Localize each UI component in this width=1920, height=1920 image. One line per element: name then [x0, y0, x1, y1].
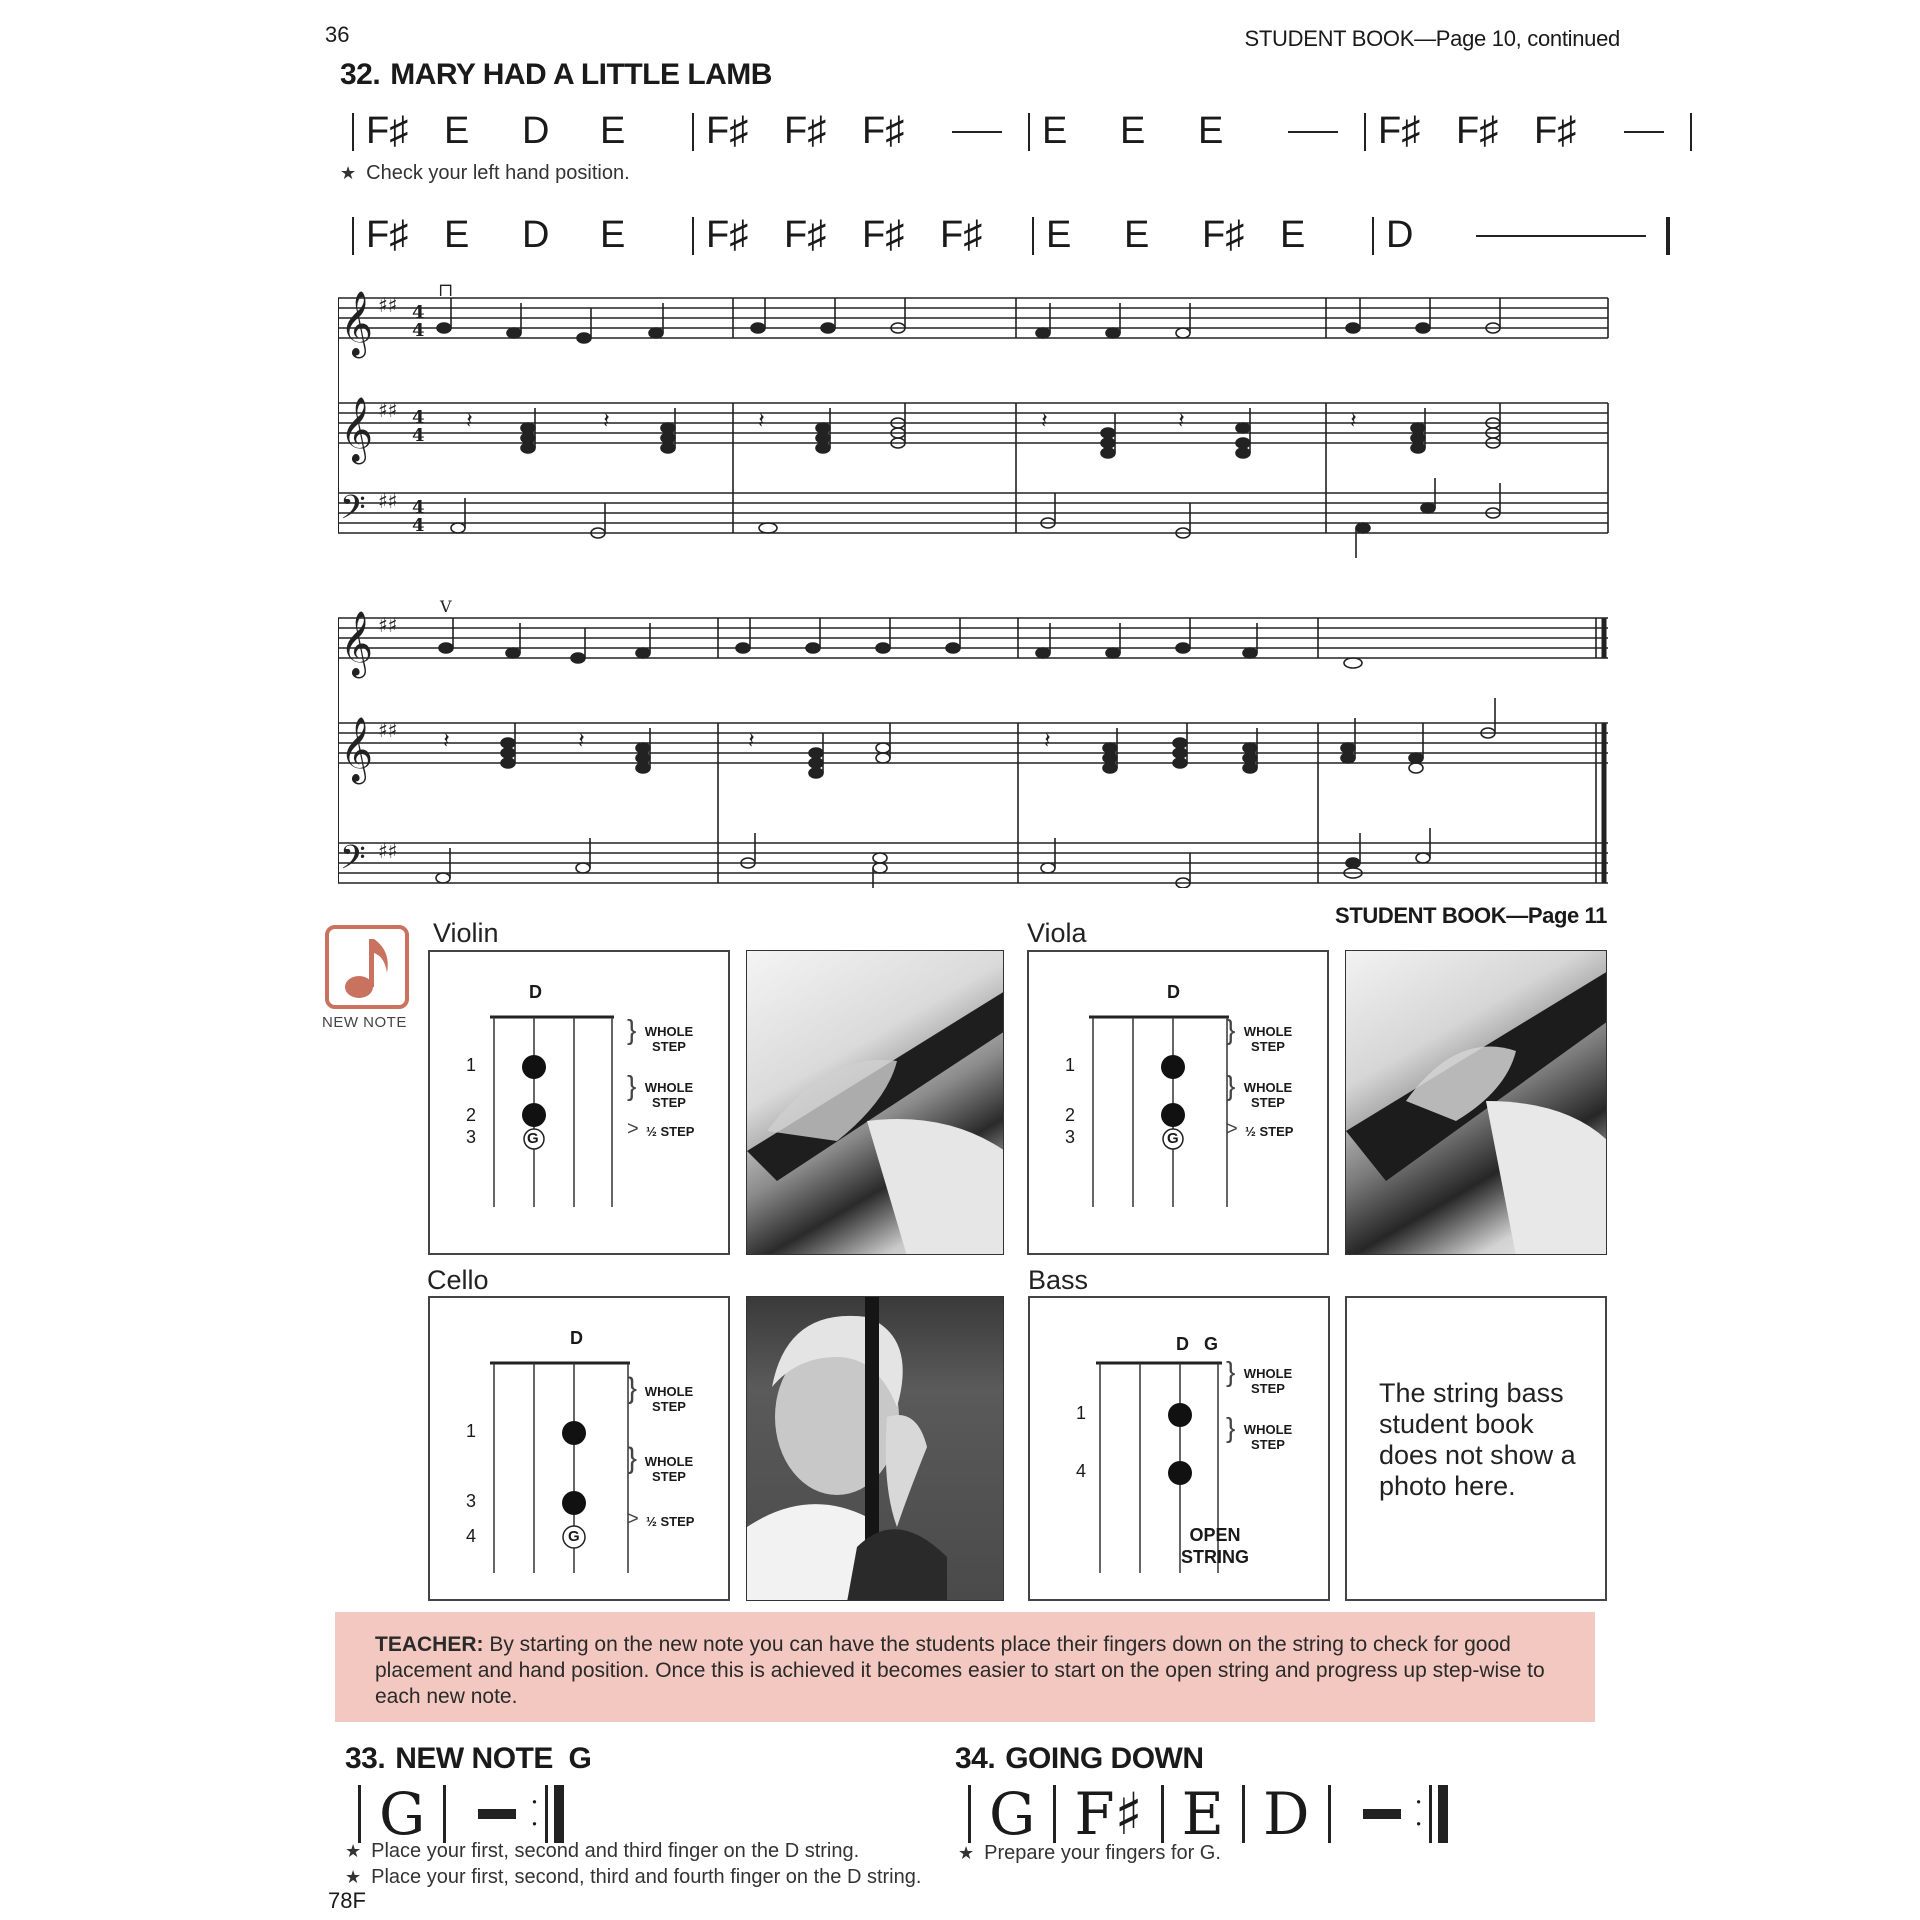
finger-number: 4 [1076, 1461, 1087, 1481]
barline [692, 113, 694, 151]
note-name: F♯ [1202, 214, 1245, 256]
teacher-note [335, 1612, 1595, 1722]
barline [443, 1785, 446, 1843]
ex34-tip [958, 1842, 1221, 1865]
cello-photo-illustration [747, 1297, 1004, 1601]
step-label: WHOLE STEP [1243, 1422, 1293, 1452]
piano-bass-notes [451, 478, 1500, 558]
score-system-2 [338, 598, 1613, 888]
cello-student-photo [746, 1296, 1004, 1601]
note-name: F♯ [366, 214, 409, 256]
note-name: E [1280, 214, 1306, 256]
finger-number: 3 [466, 1491, 477, 1511]
step-label: WHOLE STEP [644, 1454, 694, 1484]
ex32-note-line-2 [338, 214, 1670, 257]
instrument-label-viola: Viola [1027, 918, 1087, 948]
svg-text:𝄽: 𝄽 [1044, 728, 1051, 753]
instrument-label-violin: Violin [433, 918, 499, 948]
time-signature: 4 [412, 497, 425, 518]
star-icon: ★ [345, 1867, 362, 1887]
barline [1372, 217, 1374, 255]
treble-clef: 𝄞 [340, 291, 374, 356]
fingerboard [490, 1007, 620, 1207]
piano-bass-notes [436, 828, 1430, 888]
note-name: F♯ [784, 214, 827, 256]
big-note-name: G [379, 1780, 426, 1848]
svg-text:𝄞: 𝄞 [340, 611, 374, 676]
note-name: E [1042, 110, 1068, 152]
finger-number: 1 [466, 1421, 477, 1441]
tip-text: Place your first, second, third and fourth finger on the D string. [371, 1866, 922, 1888]
repeat-sign-icon: · · [1415, 1785, 1448, 1843]
star-icon: ★ [345, 1841, 362, 1861]
note-name: F♯ [862, 214, 905, 256]
teacher-text: By starting on the new note you can have the students place their fingers down on the string to check for good placement and hand position. Once this is achieved it becomes easier to start on the open string and progress up step-wise to each new note. [375, 1633, 1545, 1708]
treble-clef: 𝄞 [340, 397, 374, 462]
finger-number: 3 [466, 1127, 477, 1147]
instrument-label-cello: Cello [427, 1265, 489, 1295]
barline [1690, 113, 1692, 151]
footer-page-code: 78F [328, 1888, 366, 1913]
music-system-2 [338, 598, 1613, 888]
violin-photo-illustration [747, 951, 1004, 1255]
note-name: F♯ [1456, 110, 1499, 152]
ex33-tip-1 [345, 1840, 859, 1863]
barline [1242, 1785, 1245, 1843]
ex33-notes [340, 1780, 564, 1848]
note-name: D [1386, 214, 1414, 256]
ex32-note-line-1 [338, 110, 1704, 153]
viola-photo-illustration [1346, 951, 1607, 1255]
string-label: D [529, 982, 542, 1002]
hold-dash [1476, 235, 1646, 237]
barline [352, 217, 354, 255]
barline [1328, 1785, 1331, 1843]
note-name: F♯ [706, 110, 749, 152]
bass-fingerboard-diagram: D G 1 4 } WHOLE STEP } WHOLE STEP OPEN STRING [1028, 1296, 1330, 1601]
svg-text:𝄢: 𝄢 [340, 839, 366, 885]
note-name: E [1124, 214, 1150, 256]
ex32-tip [340, 162, 630, 185]
piano-chords [466, 403, 1500, 458]
star-icon: ★ [340, 163, 357, 183]
svg-text:𝄞: 𝄞 [340, 717, 374, 782]
key-signature: ♯♯ [378, 398, 398, 422]
exercise-name: MARY HAD A LITTLE LAMB [390, 58, 772, 91]
finger-number: 1 [466, 1055, 477, 1075]
time-signature: 4 [412, 407, 425, 428]
melody-notes [439, 618, 1362, 668]
big-note-name: D [1263, 1780, 1310, 1848]
ex34-notes [950, 1780, 1448, 1848]
string-label: D [1167, 982, 1180, 1002]
note-name: F♯ [1378, 110, 1421, 152]
svg-text:𝄽: 𝄽 [748, 728, 755, 753]
fingerboard [1089, 1007, 1239, 1207]
note-name: E [444, 214, 470, 256]
music-system-1 [338, 278, 1613, 568]
finger-number: 1 [1065, 1055, 1076, 1075]
exercise-name: NEW NOTE G [395, 1742, 592, 1775]
step-label: WHOLE STEP [1243, 1366, 1293, 1396]
exercise-32-title [340, 58, 772, 92]
piano-chords [443, 698, 1495, 778]
instrument-label-bass: Bass [1028, 1265, 1089, 1295]
section-heading: STUDENT BOOK—Page 11 [1335, 903, 1607, 928]
note-name: E [1198, 110, 1224, 152]
key-signature: ♯♯ [378, 489, 398, 513]
svg-text:𝄽: 𝄽 [443, 728, 450, 753]
viola-fingerboard-diagram: D G 1 2 3 } WHOLE STEP } WHOLE STEP > ½ STEP [1027, 950, 1329, 1255]
piano-bass-staff [338, 843, 1608, 883]
running-head: STUDENT BOOK—Page 10, continued [1244, 26, 1620, 51]
note-name: F♯ [706, 214, 749, 256]
finger-number: 3 [1065, 1127, 1076, 1147]
eighth-note-icon [329, 929, 405, 1005]
tip-text: Check your left hand position. [366, 162, 630, 184]
svg-text:𝄽: 𝄽 [1041, 408, 1048, 433]
finger-number: 2 [466, 1105, 477, 1125]
svg-text:𝄽: 𝄽 [578, 728, 585, 753]
hold-dash [1288, 131, 1338, 133]
svg-text:4: 4 [412, 425, 425, 446]
step-label: WHOLE STEP [1243, 1024, 1293, 1054]
note-name: F♯ [862, 110, 905, 152]
string-label: G [1204, 1334, 1219, 1354]
barline [1028, 113, 1030, 151]
hold-dash [1624, 131, 1664, 133]
new-note-caption: NEW NOTE [322, 1014, 407, 1031]
hold-dash [952, 131, 1002, 133]
exercise-number: 33. [345, 1742, 386, 1775]
violin-hand-photo [746, 950, 1004, 1255]
page-number: 36 [325, 22, 350, 47]
note-name: F♯ [940, 214, 983, 256]
finger-number: 1 [1076, 1403, 1087, 1423]
step-label: WHOLE STEP [644, 1384, 694, 1414]
finger-number: 4 [466, 1526, 477, 1546]
big-note-name: G [989, 1780, 1036, 1848]
whole-rest-icon [478, 1809, 516, 1819]
fingerboard [490, 1353, 640, 1573]
note-name: F♯ [366, 110, 409, 152]
step-label: WHOLE STEP [1243, 1080, 1293, 1110]
ex33-tip-2 [345, 1866, 921, 1889]
violin-staff [338, 618, 1608, 658]
up-bow-mark: V [440, 598, 452, 616]
star-icon: ★ [958, 1843, 975, 1863]
big-note-name: F♯ [1074, 1780, 1143, 1848]
note-name: E [1046, 214, 1072, 256]
note-name: D [522, 110, 550, 152]
note-name: E [600, 214, 626, 256]
step-label: ½ STEP [1245, 1124, 1294, 1139]
open-circle-note: G [527, 1130, 539, 1147]
barline [1161, 1785, 1164, 1843]
barline [1364, 113, 1366, 151]
final-barline [1666, 217, 1670, 255]
step-label: WHOLE STEP [644, 1024, 694, 1054]
svg-text:♯♯: ♯♯ [378, 718, 398, 742]
open-string-label: OPEN STRING [1180, 1525, 1249, 1567]
cello-fingerboard-diagram: D G 1 3 4 } WHOLE STEP } WHOLE STEP > ½ STEP [428, 1296, 730, 1601]
bass-clef: 𝄢 [340, 489, 366, 535]
big-note-name: E [1181, 1780, 1224, 1848]
exercise-34-title [955, 1742, 1204, 1776]
repeat-sign-icon: · · [530, 1785, 563, 1843]
svg-text:𝄽: 𝄽 [466, 408, 473, 433]
melody-notes [437, 298, 1500, 343]
viola-hand-photo [1345, 950, 1607, 1255]
exercise-33-title [345, 1742, 591, 1776]
svg-text:4: 4 [412, 515, 425, 536]
svg-text:𝄽: 𝄽 [1178, 408, 1185, 433]
tip-text: Prepare your fingers for G. [984, 1842, 1221, 1864]
open-circle-note: G [1167, 1130, 1179, 1147]
new-note-badge [325, 925, 409, 1009]
whole-rest-icon [1363, 1809, 1401, 1819]
barline [1032, 217, 1034, 255]
barline [968, 1785, 971, 1843]
time-signature: 4 [412, 302, 425, 323]
tip-text: Place your first, second and third finger on the D string. [371, 1840, 860, 1862]
note-name: E [1120, 110, 1146, 152]
svg-text:𝄽: 𝄽 [603, 408, 610, 433]
key-signature: ♯♯ [378, 293, 398, 317]
string-label: D [570, 1328, 583, 1348]
exercise-number: 34. [955, 1742, 996, 1775]
svg-text:♯♯: ♯♯ [378, 839, 398, 863]
score-system-1 [338, 278, 1613, 568]
svg-text:4: 4 [412, 320, 425, 341]
finger-number: 2 [1065, 1105, 1076, 1125]
open-circle-note: G [568, 1528, 580, 1545]
exercise-name: GOING DOWN [1005, 1742, 1204, 1775]
teacher-label: TEACHER: [375, 1633, 484, 1656]
svg-text:𝄽: 𝄽 [1350, 408, 1357, 433]
note-name: F♯ [1534, 110, 1577, 152]
bass-no-photo-text: The string bass student book does not show a photo here. [1379, 1378, 1576, 1501]
svg-text:𝄽: 𝄽 [758, 408, 765, 433]
step-label: ½ STEP [646, 1124, 695, 1139]
string-label: D [1176, 1334, 1189, 1354]
note-name: D [522, 214, 550, 256]
piano-bass-staff [338, 493, 1608, 533]
note-name: F♯ [784, 110, 827, 152]
note-name: E [444, 110, 470, 152]
bass-no-photo-box [1345, 1296, 1607, 1601]
exercise-number: 32. [340, 58, 381, 91]
barline [692, 217, 694, 255]
violin-fingerboard-diagram: D G 1 2 3 } WHOLE STEP } WHOLE STEP > ½ STEP [428, 950, 730, 1255]
barline [1053, 1785, 1056, 1843]
barline [358, 1785, 361, 1843]
step-label: ½ STEP [646, 1514, 695, 1529]
svg-text:♯♯: ♯♯ [378, 613, 398, 637]
down-bow-mark: ⊓ [438, 280, 454, 301]
step-label: WHOLE STEP [644, 1080, 694, 1110]
note-name: E [600, 110, 626, 152]
barline [352, 113, 354, 151]
